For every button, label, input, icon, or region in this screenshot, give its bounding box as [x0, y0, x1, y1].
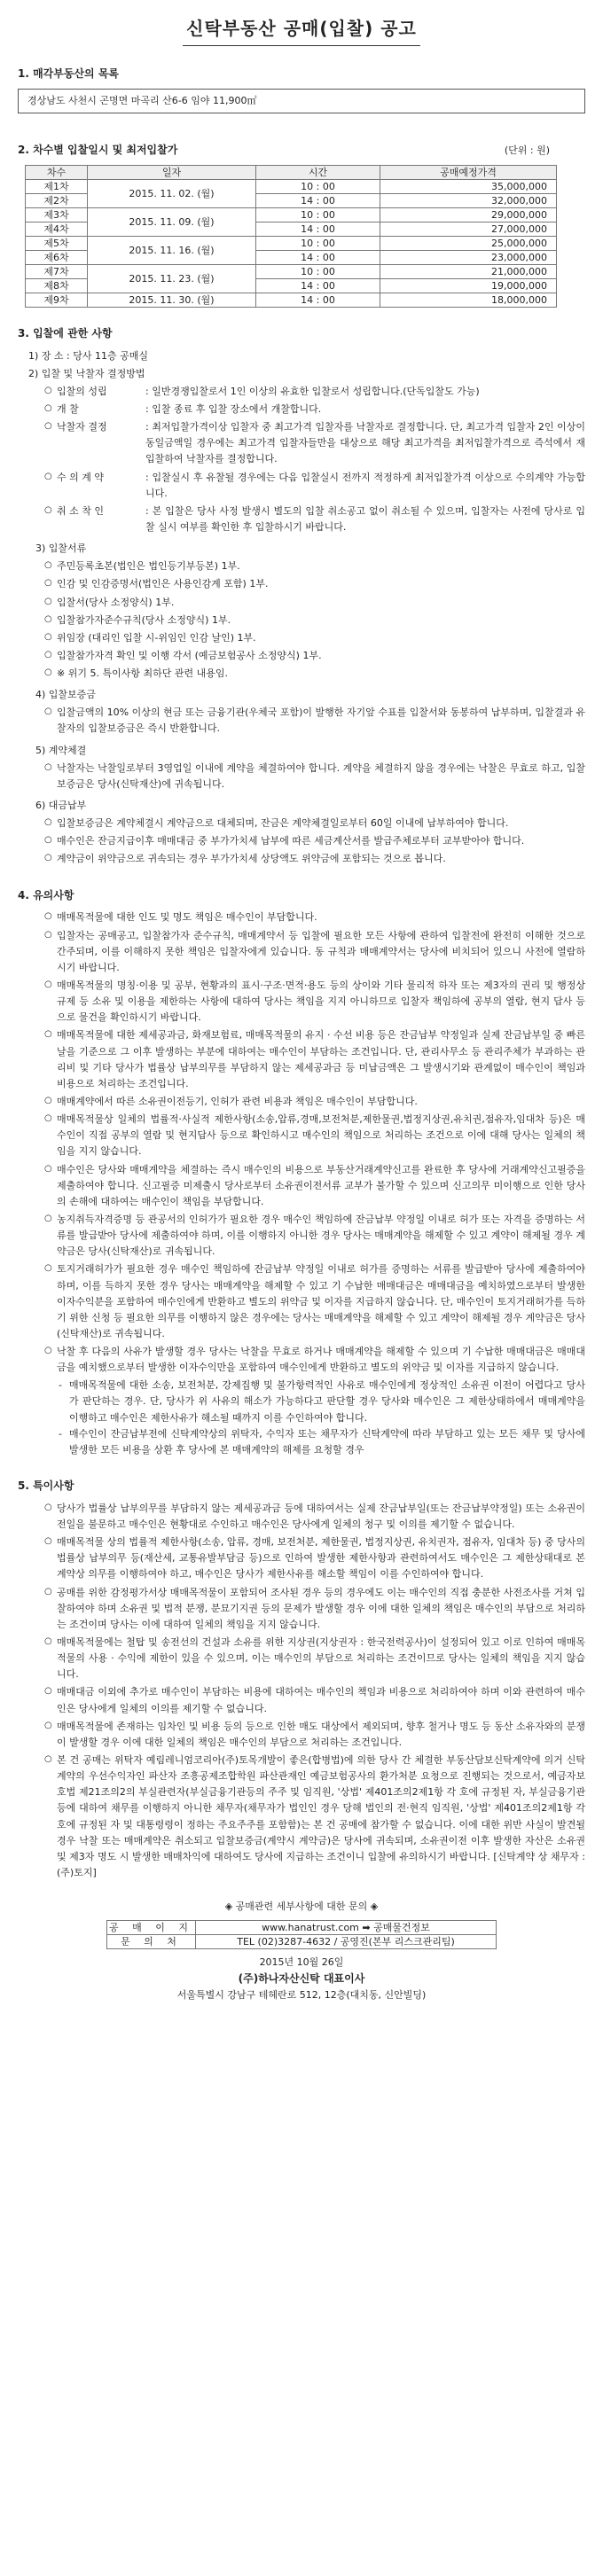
- contact-label-site: 공 매 이 지: [107, 1921, 196, 1935]
- bid-info-list: [28, 348, 585, 382]
- bid-method-title: 2) 입찰 및 낙찰자 결정방법: [28, 367, 145, 379]
- list-item: ○ 매매목적물상 일체의 법률적·사실적 제한사항(소송,압류,경매,보전처분,제한물권,법정지상권,유치권,점유자,임대차 등)은 매수인이 직접 공부의 열람 및 현지답사 등으로 확인하시고 매수인의 책임으로 처리하는 조건으로 이에 대해 당사는 일체의 책임을 지지 않습니다.: [44, 1112, 585, 1159]
- notice-date: 2015년 10월 26일: [259, 1956, 344, 1969]
- list-item: [44, 419, 585, 467]
- list-item: ○ 매매계약에서 따른 소유권이전등기, 인허가 관련 비용과 책임은 매수인이 부담합니다.: [44, 1094, 585, 1110]
- title-wrap: [18, 14, 585, 46]
- list-item: ○ 매매대금 이외에 추가로 매수인이 부담하는 비용에 대하여는 매수인의 책임과 비용으로 처리하여야 하며 이와 관련하여 매수인은 당사에게 일체의 이의를 제기할 수 없습니다.: [44, 1684, 585, 1716]
- contact-row: [107, 1935, 497, 1949]
- contract-title: 5) 계약체결: [35, 744, 87, 756]
- caution-list: [44, 909, 585, 1376]
- cell-round: 제4차: [26, 222, 88, 236]
- section1-heading: 1. 매각부동산의 목록: [18, 67, 120, 80]
- cell-time: 14 : 00: [256, 293, 380, 307]
- list-item: ○ 토지거래허가가 필요한 경우 매수인 책임하에 잔금납부 약정일 이내로 허가를 증명하는 서류를 발급받아 당사에 제출하여야 하며, 이를 득하지 못한 경우 당사는 매매계약을 해제할 수 있고 기 수납한 매매대금은 매매대금을 예치하였으로부터 발생한 이자수익분을 포함하여 매수인에게 반환하고 별도의 위약금 및 이자를 지급하지 않습니다. 단, 매수인이 토지거래허가를 득하기 위한 신청 등 필요한 의무를 이행하지 않은 경우에는 당사는 매매계약을 해제할 수 있고 계약이 해제될 경우 계약금은 당사(신탁재산)로 귀속됩니다.: [44, 1261, 585, 1342]
- header-round: 차수: [26, 165, 88, 179]
- cell-price: 35,000,000: [380, 179, 557, 193]
- company-address: 서울특별시 강남구 테헤란로 512, 12층(대치동, 신안빌딩): [176, 1989, 427, 2001]
- table-row: [26, 293, 557, 307]
- schedule-table: [25, 165, 557, 308]
- list-item: ○ 매매목적물에 대한 인도 및 명도 책임은 매수인이 부담합니다.: [44, 909, 585, 925]
- cell-price: 25,000,000: [380, 236, 557, 250]
- cell-date: 2015. 11. 16. (월): [88, 236, 256, 264]
- payment-title: 6) 대금납부: [35, 800, 87, 812]
- list-item: [44, 470, 585, 502]
- table-row: [26, 179, 557, 193]
- def-value: : 일반경쟁입찰로서 1인 이상의 유효한 입찰로서 성립합니다.(단독입찰도 가능): [145, 385, 480, 397]
- def-key: ○ 수 의 계 약: [57, 471, 104, 483]
- def-row: [57, 384, 585, 400]
- cell-time: 14 : 00: [256, 278, 380, 293]
- def-row: [57, 419, 585, 467]
- header-time: 시간: [256, 165, 380, 179]
- list-item: ○ ※ 위기 5. 특이사항 최하단 관련 내용임.: [44, 666, 585, 682]
- cell-price: 21,000,000: [380, 264, 557, 278]
- cell-date: 2015. 11. 02. (월): [88, 179, 256, 207]
- method-list: [44, 384, 585, 535]
- cell-time: 14 : 00: [256, 250, 380, 264]
- cell-time: 10 : 00: [256, 207, 380, 222]
- cell-round: 제6차: [26, 250, 88, 264]
- cell-price: 23,000,000: [380, 250, 557, 264]
- list-item: ○ 입찰참가자준수규칙(당사 소정양식) 1부.: [44, 613, 585, 628]
- cell-round: 제1차: [26, 179, 88, 193]
- cell-round: 제7차: [26, 264, 88, 278]
- def-row: [57, 402, 585, 418]
- list-item: ○ 매매목적물 상의 법률적 제한사항(소송, 압류, 경매, 보전처분, 제한물권, 법정지상권, 유치권자, 점유자, 임대차 등) 중 당사의 법률상 납부의무 등(재산세, 교통유발부담금 등)으로 인하여 발생한 제한사항과 관련하여서도 매수인은 그 제한상태대로 본 계약상 의무를 이행하여야 하고, 매수인은 당사가 제한사유를 해소할 책임이 이를 수인하여야 합니다.: [44, 1534, 585, 1582]
- section3-heading: 3. 입찰에 관한 사항: [18, 326, 113, 340]
- special-list: [44, 1501, 585, 1881]
- def-value: : 입찰실시 후 유찰될 경우에는 다음 입찰실시 전까지 적정하게 최저입찰가격 이상으로 수의계약 가능합니다.: [145, 471, 585, 499]
- list-item: ○ 위임장 (대리인 입찰 시-위임인 인감 날인) 1부.: [44, 630, 585, 646]
- property-location: 경상남도 사천시 곤명면 마곡리 산6-6 임야 11,900㎡: [18, 89, 585, 113]
- list-item: ○ 계약금이 위약금으로 귀속되는 경우 부가가치세 상당액도 위약금에 포함되는 것으로 봅니다.: [44, 851, 585, 867]
- section2-heading: 2. 차수별 입찰일시 및 최저입찰가: [18, 143, 178, 156]
- table-row: [26, 264, 557, 278]
- cell-time: 10 : 00: [256, 179, 380, 193]
- list-item: ○ 본 건 공매는 위탁자 예림레니엄코리아(주)토목개발이 좋은(합병법)에 의한 당사 간 체결한 부동산담보신탁계약에 의거 신탁계약의 우선수익자인 파산자 조흥공제조합학원 파산관재인 예금보험공사의 환가처분 요청으로 진행되는 것으로서, 예금자보호법 제21조의2의 부실관련자(부실금융기관등의 주주 및 임직원, '상법' 제401조의2제1항 각 호에 규정된 자, 부실금융기관등에 대하여 채무를 이행하지 아니한 채무자(채무자가 법인인 경우 당해 법인의 전·현직 임직원, '상법' 제401조의2제1항 각 호에 규정된 자 및 대통령령이 정하는 주요주주를 포함함)는 본 건 공매에 참가할 수 없습니다. 이에 대한 위반 사실이 발견될 경우 낙찰 또는 매매계약은 취소되고 입찰보증금(계약시 계약금)은 당사에 귀속되며, 소유권이전 이후 발생한 자산은 소유권 및 제3자 명도 시 발생한 매매차익에 대하여도 당사에 지급하는 조건이니 입찰에 유의하시기 바랍니다. [신탁계약 상 채무자 : (주)토지]: [44, 1752, 585, 1881]
- list-item: ○ 매수인은 잔금지급이후 매매대금 중 부가가치세 납부에 따른 세금계산서를 발급주체로부터 교부받아야 합니다.: [44, 833, 585, 849]
- deposit-list: [44, 705, 585, 737]
- def-key: ○ 입찰의 성립: [57, 385, 107, 397]
- cell-time: 14 : 00: [256, 222, 380, 236]
- list-item: ○ 매매목적물의 명칭·이용 및 공부, 현황과의 표시·구조·면적·용도 등의 상이와 기타 물리적 하자 또는 제3자의 권리 및 행정상 규제 등 소유 및 이용을 제한하는 사항에 대하여 당사는 책임을 지지 아니하므로 입찰자 책임하에 공부의 열람, 현지 답사 등으로 물건을 확인하시기 바랍니다.: [44, 978, 585, 1026]
- header-date: 일자: [88, 165, 256, 179]
- list-item: - 매수인이 잔금납부전에 신탁계약상의 위탁자, 수익자 또는 채무자가 신탁계약에 따라 부담하고 있는 모든 채무 및 당사에 발생한 모든 비용을 상환 후 당사에 본 매매계약의 해제를 요청할 경우: [57, 1426, 585, 1458]
- contact-phone: TEL (02)3287-4632 / 공영진(본부 리스크관리팀): [196, 1935, 497, 1949]
- caution-dash-list: [57, 1378, 585, 1458]
- list-item: ○ 매매목적물에는 철탑 및 송전선의 건설과 소유를 위한 지상권(지상권자 : 한국전력공사)이 설정되어 있고 이로 인하여 매매목적물의 사용 · 수익에 제한이 있을 수 있으며, 이는 매수인의 부담으로 처리하는 조건이므로 당사는 일체의 책임을 지지 않습니다.: [44, 1635, 585, 1682]
- cell-price: 19,000,000: [380, 278, 557, 293]
- cell-date: 2015. 11. 23. (월): [88, 264, 256, 293]
- list-item: ○ 낙찰 후 다음의 사유가 발생할 경우 당사는 낙찰을 무효로 하거나 매매계약을 해제할 수 있으며 기 수납한 매매대금은 매매대금을 예치했으로부터 발생한 이자수익만을 포함하여 매수인에게 반환하고 별도의 위약금 및 이자를 지급하지 않습니다.: [44, 1344, 585, 1376]
- list-item: ○ 주민등록초본(법인은 법인등기부등본) 1부.: [44, 558, 585, 574]
- list-item: ○ 입찰서(당사 소정양식) 1부.: [44, 595, 585, 611]
- header-price: 공매예정가격: [380, 165, 557, 179]
- contract-list: [44, 761, 585, 792]
- list-item: ○ 낙찰자는 낙찰일로부터 3영업일 이내에 계약을 체결하여야 합니다. 계약을 체결하지 않을 경우에는 낙찰은 무효로 하고, 입찰보증금은 당사(신탁재산)에 귀속됩니다.: [44, 761, 585, 792]
- cell-price: 27,000,000: [380, 222, 557, 236]
- list-item: ○ 인감 및 인감증명서(법인은 사용인감계 포함) 1부.: [44, 576, 585, 592]
- list-item: ○ 입찰자는 공매공고, 입찰참가자 준수규칙, 매매계약서 등 입찰에 필요한 모든 사항에 관하여 입찰전에 완전히 이해한 것으로 간주되며, 이를 이해하지 못한 책임은 입찰자에게 있습니다. 동 규칙과 매매계약서는 당사에 비치되어 있으니 사전에 열람하시기 바랍니다.: [44, 928, 585, 976]
- contact-row: [107, 1921, 497, 1935]
- table-row: [26, 236, 557, 250]
- def-key: ○ 취 소 착 인: [57, 504, 104, 517]
- contact-table: [106, 1920, 497, 1949]
- list-item: [44, 503, 585, 535]
- schedule-body: [26, 179, 557, 307]
- list-item: ○ 매매목적물에 대한 제세공과금, 화재보험료, 매매목적물의 유지 · 수선 비용 등은 잔금납부 약정일과 실제 잔금납부일 중 빠른 날을 기준으로 그 이후 발생하는 부분에 대하여는 매수인이 부담하는 조건입니다. 단, 관리사무소 등 관리주체가 부과하는 관리비 및 기타 당사가 법률상 납부의무를 부담하지 않는 제세공과금 등 미납금액은 그 발생시기와 관계없이 매수인이 책임과 비용으로 처리하는 조건입니다.: [44, 1027, 585, 1092]
- def-value: : 입찰 종료 후 입찰 장소에서 개찰합니다.: [145, 402, 322, 415]
- contact-box: [18, 1899, 585, 1949]
- contact-title: ◈ 공매관련 세부사항에 대한 문의 ◈: [224, 1901, 379, 1913]
- def-key: ○ 개 찰: [57, 402, 79, 415]
- cell-round: 제3차: [26, 207, 88, 222]
- cell-price: 29,000,000: [380, 207, 557, 222]
- cell-round: 제5차: [26, 236, 88, 250]
- schedule-header: [18, 129, 585, 165]
- list-item: ○ 농지취득자격증명 등 관공서의 인허가가 필요한 경우 매수인 책임하에 잔금납부 약정일 이내로 허가 또는 자격을 증명하는 서류를 발급받아 당사에 제출하여야 하며, 이를 이행하지 아니한 경우 당사는 매매계약을 해제할 수 있고 계약이 해제될 경우 계약금은 당사(신탁재산)로 귀속됩니다.: [44, 1212, 585, 1260]
- def-row: [57, 470, 585, 502]
- contact-label-phone: 문 의 처: [107, 1935, 196, 1949]
- cell-round: 제8차: [26, 278, 88, 293]
- cell-date: 2015. 11. 09. (월): [88, 207, 256, 236]
- cell-time: 10 : 00: [256, 264, 380, 278]
- docs-title: 3) 입찰서류: [35, 543, 87, 555]
- cell-round: 제2차: [26, 193, 88, 207]
- list-item: ○ 입찰참가자격 확인 및 이행 각서 (예금보험공사 소정양식) 1부.: [44, 648, 585, 664]
- footer: [18, 1955, 585, 2002]
- company-name: (주)하나자산신탁 대표이사: [238, 1971, 365, 1985]
- cell-price: 32,000,000: [380, 193, 557, 207]
- list-item: ○ 입찰금액의 10% 이상의 현금 또는 금융기관(우체국 포함)이 발행한 자기앞 수표를 입찰서와 동봉하여 납부하며, 입찰결과 유찰자의 입찰보증금은 즉시 반환합니다.: [44, 705, 585, 737]
- cell-price: 18,000,000: [380, 293, 557, 307]
- list-item: ○ 당사가 법률상 납부의무를 부담하지 않는 제세공과금 등에 대하여서는 실제 잔금납부일(또는 잔금납부약정일) 또는 소유권이전일을 불문하고 매수인은 현황대로 수인하고 매수인은 당사에게 일체의 청구 및 이의를 제기할 수 없습니다.: [44, 1501, 585, 1533]
- cell-date: 2015. 11. 30. (월): [88, 293, 256, 307]
- cell-time: 14 : 00: [256, 193, 380, 207]
- list-item: ○ 공매를 위한 감정평가서상 매매목적물이 포함되어 조사된 경우 등의 경우에도 이는 매수인의 직접 충분한 사전조사를 거쳐 입찰하여야 하며 소유권 및 법적 분쟁, 분묘기지권 등의 문제가 발생할 경우 이에 대한 일체의 책임은 매수인의 부담으로 처리하는 조건이며 당사는 이에 대하여 일체의 책임을 지지 않습니다.: [44, 1585, 585, 1633]
- list-item: ○ 매수인은 당사와 매매계약을 체결하는 즉시 매수인의 비용으로 부동산거래계약신고를 완료한 후 당사에 거래계약신고필증을 제출하여야 합니다. 신고필증 미제출시 당사로부터 소유권이전서류 교부가 불가할 수 있으며 신고의무 미이행으로 인한 당사의 손해에 대하여는 매수인이 책임을 부담합니다.: [44, 1162, 585, 1210]
- payment-list: [44, 816, 585, 867]
- table-row: [26, 207, 557, 222]
- section4-heading: 4. 유의사항: [18, 888, 74, 902]
- docs-list: [44, 558, 585, 682]
- contact-site-link[interactable]: www.hanatrust.com ➡ 공매물건정보: [196, 1921, 497, 1935]
- deposit-title: 4) 입찰보증금: [35, 689, 96, 701]
- def-value: : 본 입찰은 당사 사정 발생시 별도의 입찰 취소공고 없이 취소될 수 있으며, 입찰자는 사전에 당사로 입찰 실시 여부를 확인한 후 입찰하시기 바랍니다.: [145, 504, 585, 533]
- def-value: : 최저입찰가격이상 입찰자 중 최고가격 입찰자를 낙찰자로 결정합니다. 단, 최고가격 입찰자 2인 이상이 동일금액일 경우에는 최고가격 입찰자들만을 대상으로 해당 최고가격을 최저입찰가격으로 즉석에서 재입찰하여 낙찰자를 결정합니다.: [145, 421, 585, 465]
- list-item: ○ 입찰보증금은 계약체결시 계약금으로 대체되며, 잔금은 계약체결일로부터 60일 이내에 납부하여야 합니다.: [44, 816, 585, 831]
- list-item: - 매매목적물에 대한 소송, 보전처분, 강제집행 및 불가항력적인 사유로 매수인에게 정상적인 소유권 이전이 어렵다고 당사가 판단하는 경우. 단, 당사가 위 사유의 해소가 가능하다고 판단할 경우 당사와 매수인은 그 제한상태하에서 매매계약을 이행하고 매수인은 제한사유가 해소될 때까지 이를 수인하여야 합니다.: [57, 1378, 585, 1425]
- page-title: 신탁부동산 공매(입찰) 공고: [183, 14, 420, 46]
- cell-time: 10 : 00: [256, 236, 380, 250]
- section5-heading: 5. 특이사항: [18, 1479, 74, 1493]
- bid-place: 1) 장 소 : 당사 11층 공매실: [28, 349, 148, 362]
- list-item: [44, 402, 585, 418]
- table-header-row: [26, 165, 557, 179]
- list-item: [44, 384, 585, 400]
- unit-label: (단위 : 원): [504, 144, 550, 156]
- cell-round: 제9차: [26, 293, 88, 307]
- def-row: [57, 503, 585, 535]
- list-item: ○ 매매목적물에 존재하는 임차인 및 비용 등의 등으로 인한 매도 대상에서 제외되며, 향후 철거나 명도 등 동산 소유자와의 분쟁이 발생할 경우 이에 대한 일체의 책임은 매수인의 부담으로 처리하는 조건입니다.: [44, 1719, 585, 1751]
- def-key: ○ 낙찰자 결정: [57, 421, 107, 433]
